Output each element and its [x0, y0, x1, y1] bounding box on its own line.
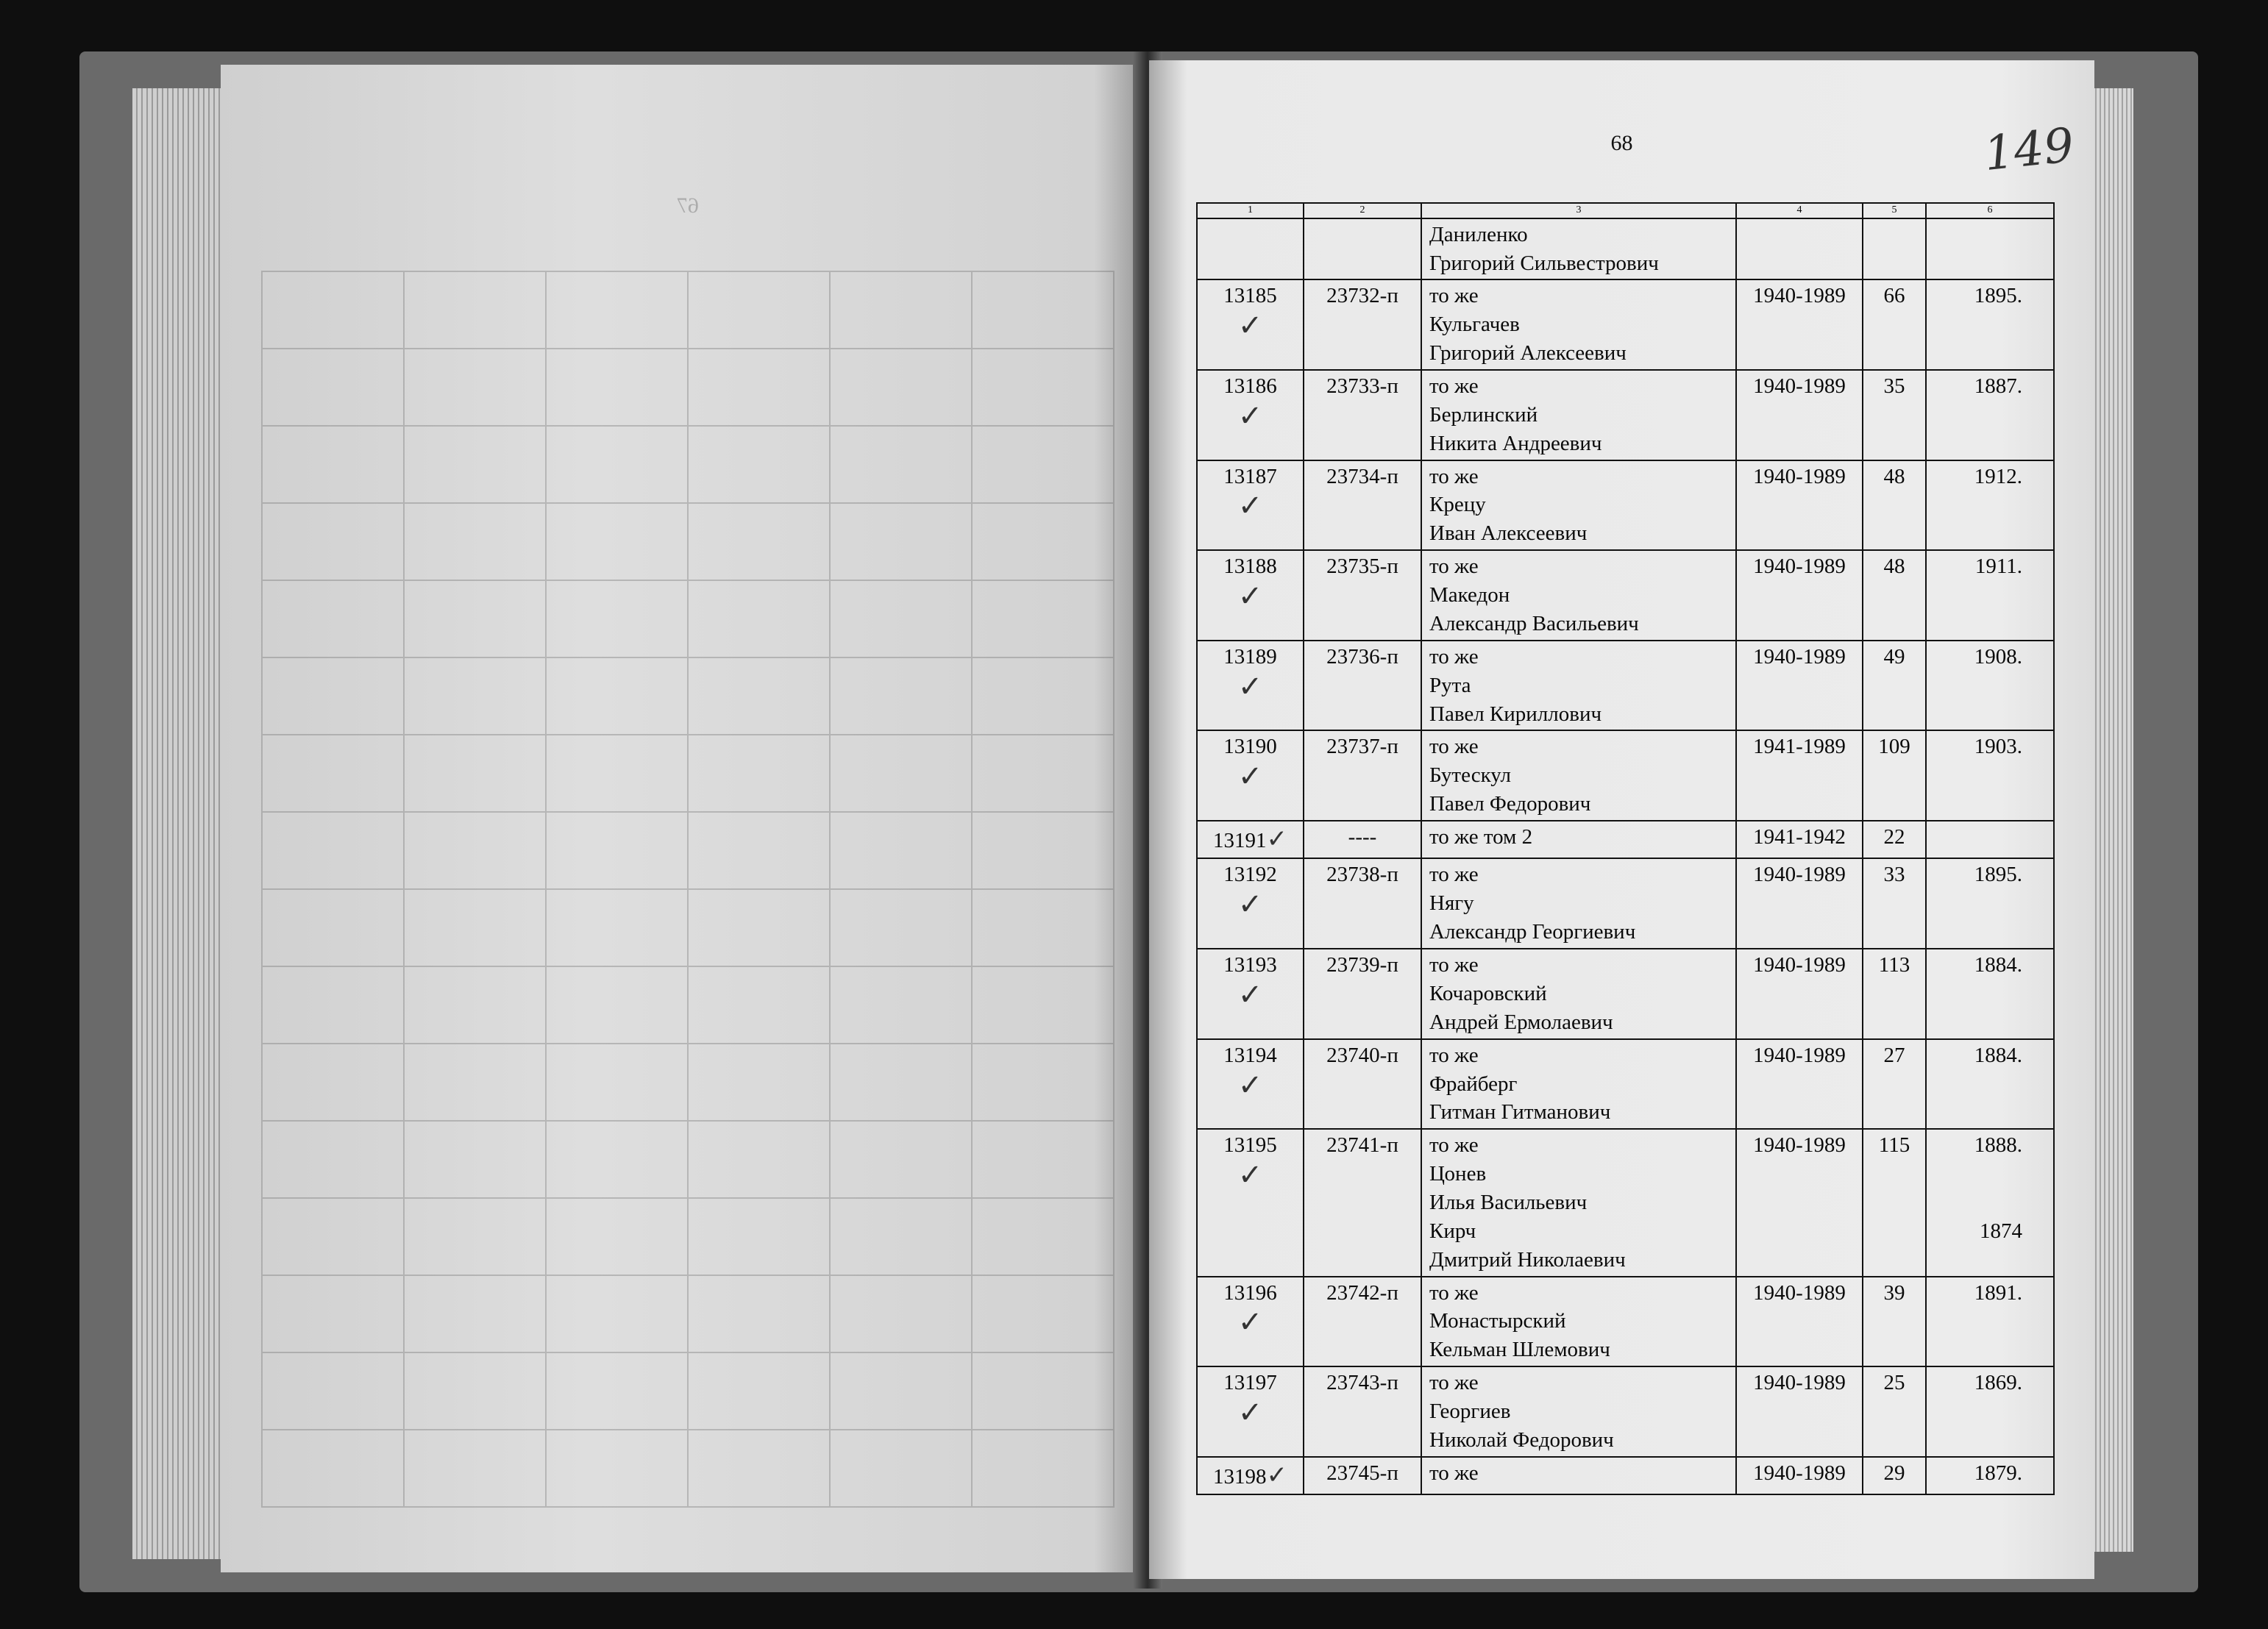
name-line: Цонев: [1429, 1162, 1487, 1186]
birth-year-cell: [1926, 1277, 2054, 1367]
sheet-count: 48: [1863, 550, 1926, 641]
table-row: [1197, 641, 2054, 731]
name-line: то же: [1429, 1461, 1479, 1485]
names-cell: [1421, 218, 1736, 280]
name-line: то же: [1429, 1043, 1479, 1067]
name-line: Монастырский: [1429, 1309, 1566, 1333]
table-row: [1197, 1277, 2054, 1367]
names-cell: [1421, 279, 1736, 370]
date-range: 1940-1989: [1736, 370, 1863, 460]
record-number-cell: [1197, 1457, 1304, 1495]
case-code: 23742-п: [1304, 1277, 1421, 1367]
sheet-count: 66: [1863, 279, 1926, 370]
birth-year-cell: [1926, 730, 2054, 821]
record-number-cell: [1197, 279, 1304, 370]
archive-sheet-number: 149: [1981, 118, 2077, 182]
table-row: [1197, 460, 2054, 551]
case-code: 23743-п: [1304, 1366, 1421, 1457]
record-number-cell: [1197, 550, 1304, 641]
table-row: [1197, 370, 2054, 460]
column-header-row: [1197, 203, 2054, 218]
check-mark-icon: ✓: [1237, 669, 1263, 704]
name-line: то же том 2: [1429, 824, 1533, 849]
check-mark-icon: ✓: [1237, 309, 1263, 343]
record-number: 13194: [1223, 1043, 1277, 1067]
check-mark-icon: ✓: [1237, 580, 1263, 614]
names-cell: [1421, 641, 1736, 731]
check-mark-icon: ✓: [1237, 1158, 1263, 1193]
birth-year-cell: [1926, 370, 2054, 460]
birth-year: 1911.: [1974, 555, 2022, 579]
name-line: Иван Алексеевич: [1429, 521, 1588, 546]
record-number-cell: [1197, 821, 1304, 859]
name-line: Фрайберг: [1429, 1072, 1518, 1096]
record-number: 13191: [1213, 828, 1267, 852]
table-row: [1197, 858, 2054, 949]
names-cell: [1421, 460, 1736, 551]
check-mark-icon: ✓: [1237, 399, 1263, 433]
record-number-cell: [1197, 370, 1304, 460]
table-row: [1197, 550, 2054, 641]
birth-year: 1891.: [1974, 1280, 2022, 1305]
birth-year-cell: [1926, 821, 2054, 859]
date-range: 1940-1989: [1736, 949, 1863, 1039]
name-line: Кочаровский: [1429, 981, 1547, 1005]
date-range: 1941-1942: [1736, 821, 1863, 859]
check-mark-icon: ✓: [1237, 888, 1263, 922]
name-line: Нягу: [1429, 891, 1474, 916]
record-number-cell: [1197, 949, 1304, 1039]
date-range: 1940-1989: [1736, 1039, 1863, 1130]
sheet-count: 49: [1863, 641, 1926, 731]
date-range: 1940-1989: [1736, 1277, 1863, 1367]
name-line: Гитман Гитманович: [1429, 1100, 1611, 1124]
table-row-continuation: [1197, 218, 2054, 280]
check-mark-icon: ✓: [1237, 489, 1263, 524]
date-range: 1941-1989: [1736, 730, 1863, 821]
birth-year-cell: [1926, 1366, 2054, 1457]
case-code: 23734-п: [1304, 460, 1421, 551]
names-cell: [1421, 821, 1736, 859]
column-header: 2: [1304, 203, 1421, 218]
record-number-cell: [1197, 858, 1304, 949]
birth-year: 1874: [1980, 1219, 2022, 1244]
name-line: то же: [1429, 863, 1479, 887]
birth-year: 1884.: [1974, 953, 2022, 977]
check-mark-icon: ✓: [1237, 1068, 1263, 1102]
birth-year-cell: [1926, 460, 2054, 551]
birth-year-cell: [1926, 1039, 2054, 1130]
birth-year-cell: [1926, 279, 2054, 370]
sheet-count: 113: [1863, 949, 1926, 1039]
name-line: то же: [1429, 374, 1479, 399]
name-line: то же: [1429, 464, 1479, 488]
sheet-count: 25: [1863, 1366, 1926, 1457]
column-header: 6: [1926, 203, 2054, 218]
birth-year-cell: [1926, 550, 2054, 641]
name-line: Григорий Сильвестрович: [1429, 251, 1659, 275]
name-line: Александр Георгиевич: [1429, 920, 1636, 944]
name-line: то же: [1429, 735, 1479, 759]
sheet-count: 115: [1863, 1129, 1926, 1276]
column-header: 4: [1736, 203, 1863, 218]
show-through-table: 67: [261, 193, 1115, 1414]
record-number-cell: [1197, 730, 1304, 821]
birth-year-cell: [1926, 858, 2054, 949]
date-range: 1940-1989: [1736, 641, 1863, 731]
sheet-count: 35: [1863, 370, 1926, 460]
birth-year: 1884.: [1974, 1043, 2022, 1067]
name-line: Берлинский: [1429, 402, 1538, 427]
date-range: 1940-1989: [1736, 279, 1863, 370]
name-line: Кирч: [1429, 1219, 1476, 1243]
check-mark-icon: ✓: [1237, 760, 1263, 794]
check-mark-icon: ✓: [1266, 1460, 1287, 1490]
names-cell: [1421, 949, 1736, 1039]
date-range: 1940-1989: [1736, 1129, 1863, 1276]
check-mark-icon: ✓: [1266, 824, 1287, 854]
name-line: Кельман Шлемович: [1429, 1338, 1610, 1362]
names-cell: [1421, 550, 1736, 641]
table-row: [1197, 821, 2054, 859]
right-page: [1149, 60, 2094, 1579]
names-cell: [1421, 1457, 1736, 1495]
record-number-cell: [1197, 1277, 1304, 1367]
case-code: 23732-п: [1304, 279, 1421, 370]
record-number: 13192: [1223, 863, 1277, 887]
name-line: Георгиев: [1429, 1399, 1511, 1423]
record-number: 13189: [1223, 644, 1277, 669]
case-code: ----: [1304, 821, 1421, 859]
name-line: Александр Васильевич: [1429, 611, 1639, 635]
sheet-count: 39: [1863, 1277, 1926, 1367]
check-mark-icon: ✓: [1237, 1395, 1263, 1430]
column-header: 3: [1421, 203, 1736, 218]
case-code: 23738-п: [1304, 858, 1421, 949]
birth-year: 1887.: [1974, 374, 2022, 399]
name-line: то же: [1429, 644, 1479, 669]
name-line: Никита Андреевич: [1429, 431, 1602, 455]
record-number: 13198: [1213, 1464, 1267, 1489]
names-cell: [1421, 1129, 1736, 1276]
name-line: то же: [1429, 1133, 1479, 1158]
table-row: [1197, 279, 2054, 370]
date-range: 1940-1989: [1736, 1366, 1863, 1457]
name-line: Кульгачев: [1429, 313, 1520, 337]
table-row: [1197, 1457, 2054, 1495]
birth-year: 1908.: [1974, 644, 2022, 669]
date-range: 1940-1989: [1736, 550, 1863, 641]
case-code: 23735-п: [1304, 550, 1421, 641]
names-cell: [1421, 1277, 1736, 1367]
record-number-cell: [1197, 1039, 1304, 1130]
case-code: 23739-п: [1304, 949, 1421, 1039]
sheet-count: 29: [1863, 1457, 1926, 1495]
birth-year: 1879.: [1974, 1461, 2022, 1485]
name-line: то же: [1429, 1371, 1479, 1395]
names-cell: [1421, 370, 1736, 460]
name-line: то же: [1429, 1280, 1479, 1305]
table-row: [1197, 1366, 2054, 1457]
record-number: 13186: [1223, 374, 1277, 399]
date-range: 1940-1989: [1736, 858, 1863, 949]
sheet-count: 48: [1863, 460, 1926, 551]
birth-year-cell: [1926, 641, 2054, 731]
birth-year: 1895.: [1974, 284, 2022, 308]
name-line: Бутескул: [1429, 763, 1511, 788]
date-range: 1940-1989: [1736, 460, 1863, 551]
check-mark-icon: ✓: [1237, 1305, 1263, 1340]
column-header: 1: [1197, 203, 1304, 218]
name-line: Рута: [1429, 673, 1471, 697]
birth-year-cell: [1926, 1129, 2054, 1276]
sheet-count: 109: [1863, 730, 1926, 821]
record-number: 13193: [1223, 953, 1277, 977]
record-number-cell: [1197, 460, 1304, 551]
birth-year-cell: [1926, 949, 2054, 1039]
name-line: Илья Васильевич: [1429, 1190, 1588, 1214]
name-line: Даниленко: [1429, 222, 1528, 246]
name-line: Крецу: [1429, 493, 1486, 517]
case-code: 23745-п: [1304, 1457, 1421, 1495]
name-line: то же: [1429, 284, 1479, 308]
name-line: то же: [1429, 555, 1479, 579]
record-number-cell: [1197, 1366, 1304, 1457]
names-cell: [1421, 1366, 1736, 1457]
register-table: [1196, 202, 2055, 1495]
record-number-cell: [1197, 1129, 1304, 1276]
sheet-count: 33: [1863, 858, 1926, 949]
birth-year: 1903.: [1974, 735, 2022, 759]
names-cell: [1421, 858, 1736, 949]
name-line: Македон: [1429, 583, 1510, 607]
name-line: Павел Федорович: [1429, 792, 1591, 816]
case-code: 23736-п: [1304, 641, 1421, 731]
name-line: Григорий Алексеевич: [1429, 341, 1627, 366]
case-code: 23737-п: [1304, 730, 1421, 821]
names-cell: [1421, 1039, 1736, 1130]
record-number: 13185: [1223, 284, 1277, 308]
record-number: 13196: [1223, 1280, 1277, 1305]
check-mark-icon: ✓: [1237, 977, 1263, 1012]
record-number: 13188: [1223, 555, 1277, 579]
date-range: 1940-1989: [1736, 1457, 1863, 1495]
page-number: 68: [1610, 131, 1633, 155]
record-number-cell: [1197, 641, 1304, 731]
name-line: Дмитрий Николаевич: [1429, 1247, 1626, 1272]
case-code: 23740-п: [1304, 1039, 1421, 1130]
birth-year: 1895.: [1974, 863, 2022, 887]
record-number: 13190: [1223, 735, 1277, 759]
case-code: 23733-п: [1304, 370, 1421, 460]
case-code: 23741-п: [1304, 1129, 1421, 1276]
table-row: [1197, 1039, 2054, 1130]
name-line: Андрей Ермолаевич: [1429, 1010, 1613, 1034]
sheet-count: 27: [1863, 1039, 1926, 1130]
name-line: то же: [1429, 953, 1479, 977]
column-header: 5: [1863, 203, 1926, 218]
names-cell: [1421, 730, 1736, 821]
sheet-count: 22: [1863, 821, 1926, 859]
birth-year: 1888.: [1974, 1133, 2022, 1158]
left-page: [221, 65, 1140, 1572]
birth-year: 1869.: [1974, 1371, 2022, 1395]
table-row: [1197, 730, 2054, 821]
record-number: 13197: [1223, 1371, 1277, 1395]
record-number: 13195: [1223, 1133, 1277, 1158]
birth-year-cell: [1926, 1457, 2054, 1495]
record-number: 13187: [1223, 464, 1277, 488]
name-line: Николай Федорович: [1429, 1427, 1614, 1452]
table-row: [1197, 1129, 2054, 1276]
name-line: Павел Кириллович: [1429, 702, 1602, 726]
table-row: [1197, 949, 2054, 1039]
birth-year: 1912.: [1974, 464, 2022, 488]
